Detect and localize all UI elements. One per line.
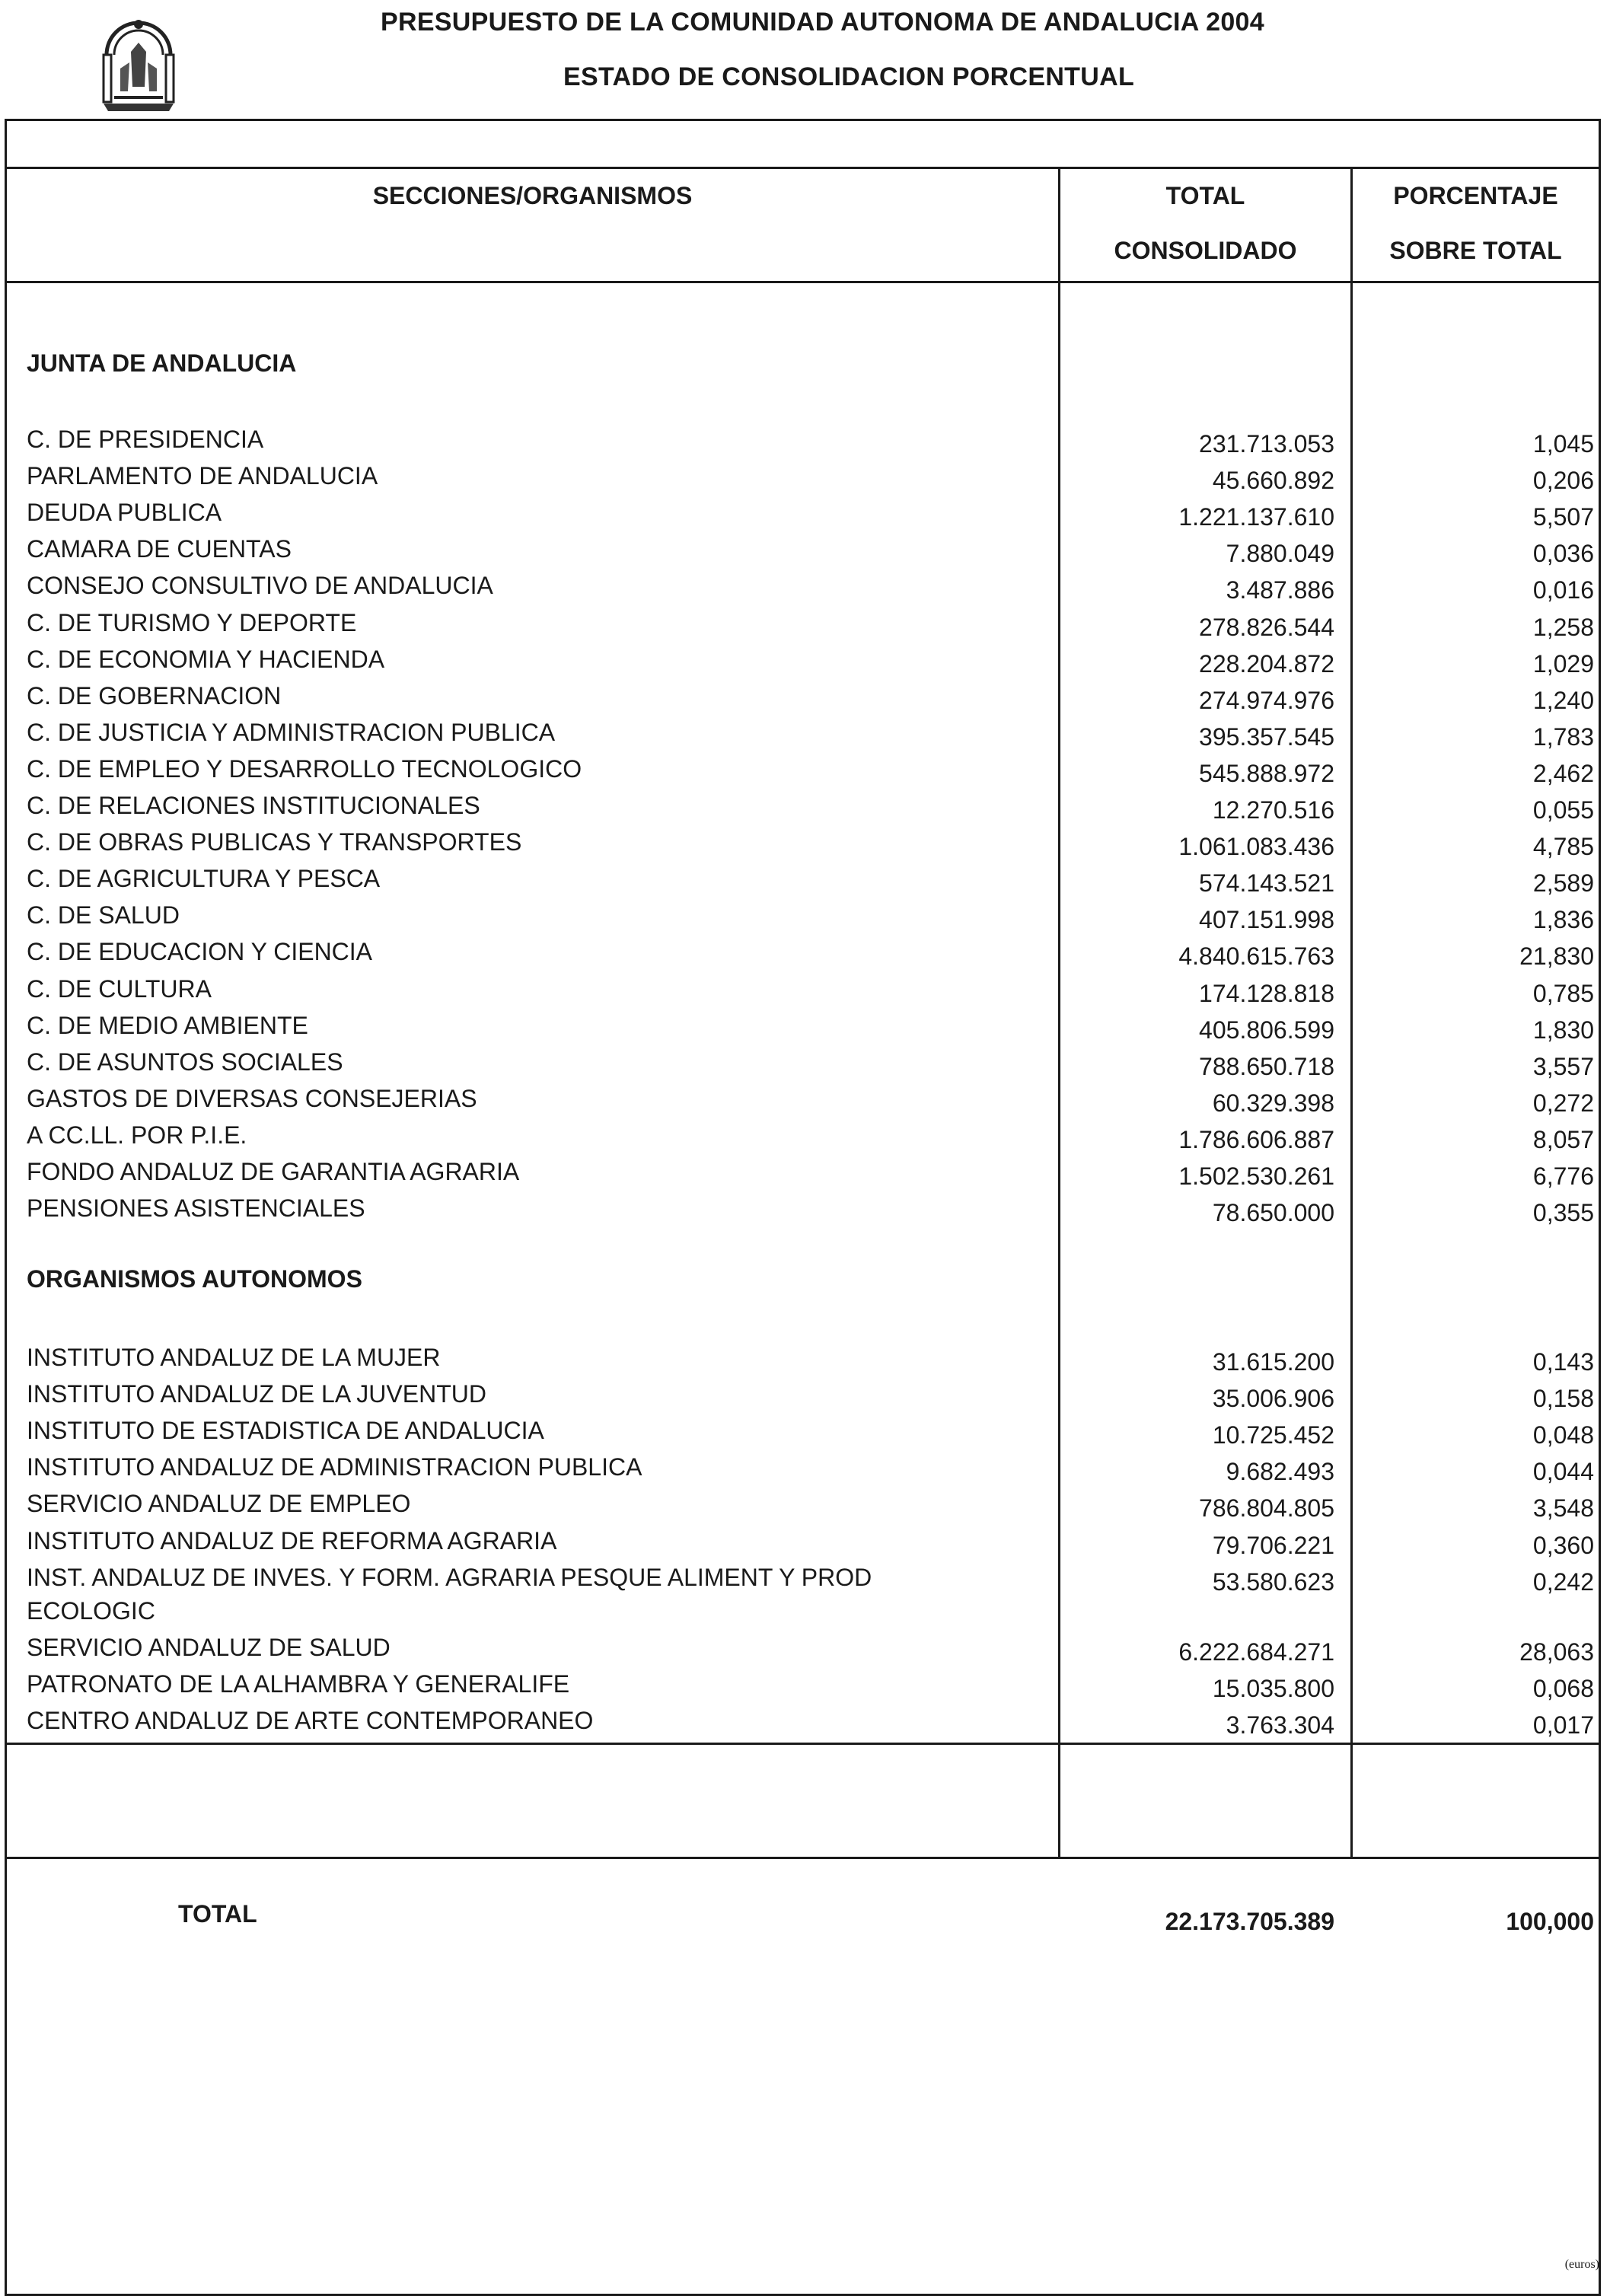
row-percentage: 0,785 <box>1532 979 1594 1007</box>
row-total-value: 3.763.304 <box>1226 1711 1334 1739</box>
total-percentage: 100,000 <box>1506 1908 1594 1935</box>
row-percentage: 2,589 <box>1532 869 1594 898</box>
row-section-name: FONDO ANDALUZ DE GARANTIA AGRARIA <box>27 1158 520 1185</box>
table-row <box>7 682 1599 719</box>
table-row <box>7 938 1599 974</box>
row-percentage: 3,557 <box>1532 1052 1594 1080</box>
row-section-name: CENTRO ANDALUZ DE ARTE CONTEMPORANEO <box>27 1706 594 1734</box>
row-total-value: 1.502.530.261 <box>1178 1162 1334 1190</box>
row-percentage: 1,258 <box>1532 613 1594 641</box>
row-percentage: 1,045 <box>1532 430 1594 458</box>
row-percentage: 1,830 <box>1532 1016 1594 1044</box>
table-row <box>7 792 1599 828</box>
row-percentage: 0,048 <box>1532 1421 1594 1449</box>
total-bottom-rule <box>7 1857 1599 1859</box>
row-section-name: INST. ANDALUZ DE INVES. Y FORM. AGRARIA PESQUE ALIMENT Y PROD <box>27 1563 872 1591</box>
row-percentage: 8,057 <box>1532 1125 1594 1153</box>
row-total-value: 1.786.606.887 <box>1178 1125 1334 1153</box>
row-total-value: 545.888.972 <box>1199 759 1334 787</box>
row-percentage: 6,776 <box>1532 1162 1594 1190</box>
row-total-value: 7.880.049 <box>1226 540 1334 568</box>
row-total-value: 31.615.200 <box>1212 1348 1334 1376</box>
row-percentage: 2,462 <box>1532 759 1594 787</box>
row-total-value: 9.682.493 <box>1226 1458 1334 1486</box>
header-total-line2: CONSOLIDADO <box>1114 237 1297 264</box>
table-row <box>7 609 1599 646</box>
table-row <box>7 1048 1599 1085</box>
currency-note: (euros) <box>1564 2258 1599 2271</box>
row-percentage: 1,783 <box>1532 722 1594 751</box>
row-section-name: SERVICIO ANDALUZ DE EMPLEO <box>27 1490 411 1518</box>
table-row <box>7 1527 1599 1564</box>
row-total-value: 1.221.137.610 <box>1178 503 1334 531</box>
row-section-name: C. DE CULTURA <box>27 974 212 1003</box>
andalucia-coat-of-arms-icon <box>93 2 184 113</box>
row-section-name: CONSEJO CONSULTIVO DE ANDALUCIA <box>27 572 493 600</box>
budget-table <box>5 119 1601 2296</box>
row-total-value: 15.035.800 <box>1212 1674 1334 1702</box>
row-section-name: A CC.LL. POR P.I.E. <box>27 1121 247 1149</box>
header-pct-line1: PORCENTAJE <box>1393 182 1558 209</box>
row-section-name: C. DE SALUD <box>27 901 180 930</box>
row-percentage: 1,240 <box>1532 686 1594 714</box>
header-pct-line2: SOBRE TOTAL <box>1389 237 1562 264</box>
row-section-name: C. DE PRESIDENCIA <box>27 426 264 453</box>
table-row <box>7 828 1599 865</box>
row-percentage: 0,355 <box>1532 1199 1594 1227</box>
table-row <box>7 535 1599 572</box>
row-section-name: DEUDA PUBLICA <box>27 499 222 527</box>
row-total-value: 3.487.886 <box>1226 576 1334 604</box>
row-percentage: 0,017 <box>1532 1711 1594 1739</box>
row-percentage: 0,044 <box>1532 1458 1594 1486</box>
row-section-name: INSTITUTO ANDALUZ DE ADMINISTRACION PUBLICA <box>27 1453 642 1481</box>
row-section-name: INSTITUTO ANDALUZ DE REFORMA AGRARIA <box>27 1526 557 1555</box>
row-percentage: 0,055 <box>1532 796 1594 824</box>
header-total-line1: TOTAL <box>1165 182 1245 209</box>
row-percentage: 3,548 <box>1532 1494 1594 1523</box>
row-section-name: C. DE RELACIONES INSTITUCIONALES <box>27 792 480 819</box>
table-row <box>7 646 1599 682</box>
row-percentage: 0,143 <box>1532 1348 1594 1376</box>
row-total-value: 4.840.615.763 <box>1178 942 1334 971</box>
row-total-value: 274.974.976 <box>1199 686 1334 714</box>
table-row <box>7 901 1599 938</box>
row-section-name: INSTITUTO ANDALUZ DE LA MUJER <box>27 1344 441 1371</box>
row-percentage: 0,360 <box>1532 1531 1594 1559</box>
row-total-value: 53.580.623 <box>1212 1567 1334 1596</box>
row-section-name: PATRONATO DE LA ALHAMBRA Y GENERALIFE <box>27 1669 570 1698</box>
row-percentage: 1,029 <box>1532 649 1594 678</box>
table-row <box>7 1012 1599 1048</box>
table-row <box>7 865 1599 901</box>
table-row <box>7 1453 1599 1490</box>
table-row <box>7 1707 1599 1743</box>
table-row <box>7 1490 1599 1526</box>
row-section-name: C. DE ECONOMIA Y HACIENDA <box>27 645 385 673</box>
row-section-name: C. DE AGRICULTURA Y PESCA <box>27 865 381 893</box>
row-section-name: PENSIONES ASISTENCIALES <box>27 1194 365 1223</box>
row-percentage: 5,507 <box>1532 503 1594 531</box>
table-row <box>7 1670 1599 1707</box>
table-row <box>7 499 1599 535</box>
table-row <box>7 1417 1599 1453</box>
row-total-value: 79.706.221 <box>1212 1531 1334 1559</box>
row-percentage: 0,016 <box>1532 576 1594 604</box>
row-total-value: 174.128.818 <box>1199 979 1334 1007</box>
row-total-value: 60.329.398 <box>1212 1089 1334 1117</box>
total-label: TOTAL <box>178 1900 257 1928</box>
row-percentage: 0,068 <box>1532 1674 1594 1702</box>
row-section-name-cont: ECOLOGIC <box>27 1596 155 1625</box>
row-section-name: SERVICIO ANDALUZ DE SALUD <box>27 1633 391 1661</box>
row-section-name: CAMARA DE CUENTAS <box>27 535 292 563</box>
row-total-value: 395.357.545 <box>1199 722 1334 751</box>
row-total-value: 574.143.521 <box>1199 869 1334 898</box>
row-section-name: C. DE JUSTICIA Y ADMINISTRACION PUBLICA <box>27 718 556 746</box>
table-row <box>7 1634 1599 1670</box>
row-percentage: 0,272 <box>1532 1089 1594 1117</box>
section-heading-organismos: ORGANISMOS AUTONOMOS <box>27 1265 362 1293</box>
row-total-value: 1.061.083.436 <box>1178 833 1334 861</box>
document-subtitle: ESTADO DE CONSOLIDACION PORCENTUAL <box>563 62 1135 91</box>
row-section-name: C. DE GOBERNACION <box>27 681 282 710</box>
row-total-value: 231.713.053 <box>1199 430 1334 458</box>
table-row <box>7 572 1599 608</box>
row-total-value: 12.270.516 <box>1212 796 1334 824</box>
row-percentage: 0,206 <box>1532 467 1594 495</box>
table-row <box>7 462 1599 499</box>
row-total-value: 10.725.452 <box>1212 1421 1334 1449</box>
row-section-name: GASTOS DE DIVERSAS CONSEJERIAS <box>27 1084 477 1112</box>
table-row <box>7 1344 1599 1380</box>
row-section-name: C. DE MEDIO AMBIENTE <box>27 1011 308 1039</box>
row-total-value: 405.806.599 <box>1199 1016 1334 1044</box>
table-row <box>7 1194 1599 1231</box>
row-percentage: 0,036 <box>1532 540 1594 568</box>
row-section-name: INSTITUTO ANDALUZ DE LA JUVENTUD <box>27 1380 486 1408</box>
row-total-value: 278.826.544 <box>1199 613 1334 641</box>
table-row <box>7 1380 1599 1417</box>
row-total-value: 407.151.998 <box>1199 906 1334 934</box>
row-percentage: 28,063 <box>1519 1637 1594 1666</box>
table-row <box>7 719 1599 755</box>
table-top-rule <box>7 167 1599 169</box>
table-row <box>7 426 1599 462</box>
row-section-name: C. DE TURISMO Y DEPORTE <box>27 608 357 636</box>
header-bottom-rule <box>7 281 1599 283</box>
row-section-name: PARLAMENTO DE ANDALUCIA <box>27 462 378 490</box>
row-percentage: 21,830 <box>1519 942 1594 971</box>
row-section-name: INSTITUTO DE ESTADISTICA DE ANDALUCIA <box>27 1417 544 1445</box>
total-value: 22.173.705.389 <box>1165 1908 1334 1935</box>
row-section-name: C. DE ASUNTOS SOCIALES <box>27 1048 343 1076</box>
row-section-name: C. DE EMPLEO Y DESARROLLO TECNOLOGICO <box>27 754 582 783</box>
row-total-value: 35.006.906 <box>1212 1385 1334 1413</box>
row-total-value: 228.204.872 <box>1199 649 1334 678</box>
table-row <box>7 1085 1599 1121</box>
row-percentage: 1,836 <box>1532 906 1594 934</box>
table-row <box>7 1563 1599 1625</box>
row-percentage: 4,785 <box>1532 833 1594 861</box>
table-row <box>7 975 1599 1012</box>
row-total-value: 78.650.000 <box>1212 1199 1334 1227</box>
table-row <box>7 755 1599 792</box>
table-row <box>7 1121 1599 1158</box>
row-total-value: 788.650.718 <box>1199 1052 1334 1080</box>
row-total-value: 786.804.805 <box>1199 1494 1334 1523</box>
row-section-name: C. DE OBRAS PUBLICAS Y TRANSPORTES <box>27 828 522 856</box>
row-total-value: 6.222.684.271 <box>1178 1637 1334 1666</box>
row-percentage: 0,158 <box>1532 1385 1594 1413</box>
section-heading-junta: JUNTA DE ANDALUCIA <box>27 349 297 377</box>
table-row <box>7 1158 1599 1194</box>
row-total-value: 45.660.892 <box>1212 467 1334 495</box>
document-title: PRESUPUESTO DE LA COMUNIDAD AUTONOMA DE ANDALUCIA 2004 <box>381 8 1264 37</box>
header-sections: SECCIONES/ORGANISMOS <box>372 182 693 209</box>
row-percentage: 0,242 <box>1532 1567 1594 1596</box>
row-section-name: C. DE EDUCACION Y CIENCIA <box>27 938 373 966</box>
